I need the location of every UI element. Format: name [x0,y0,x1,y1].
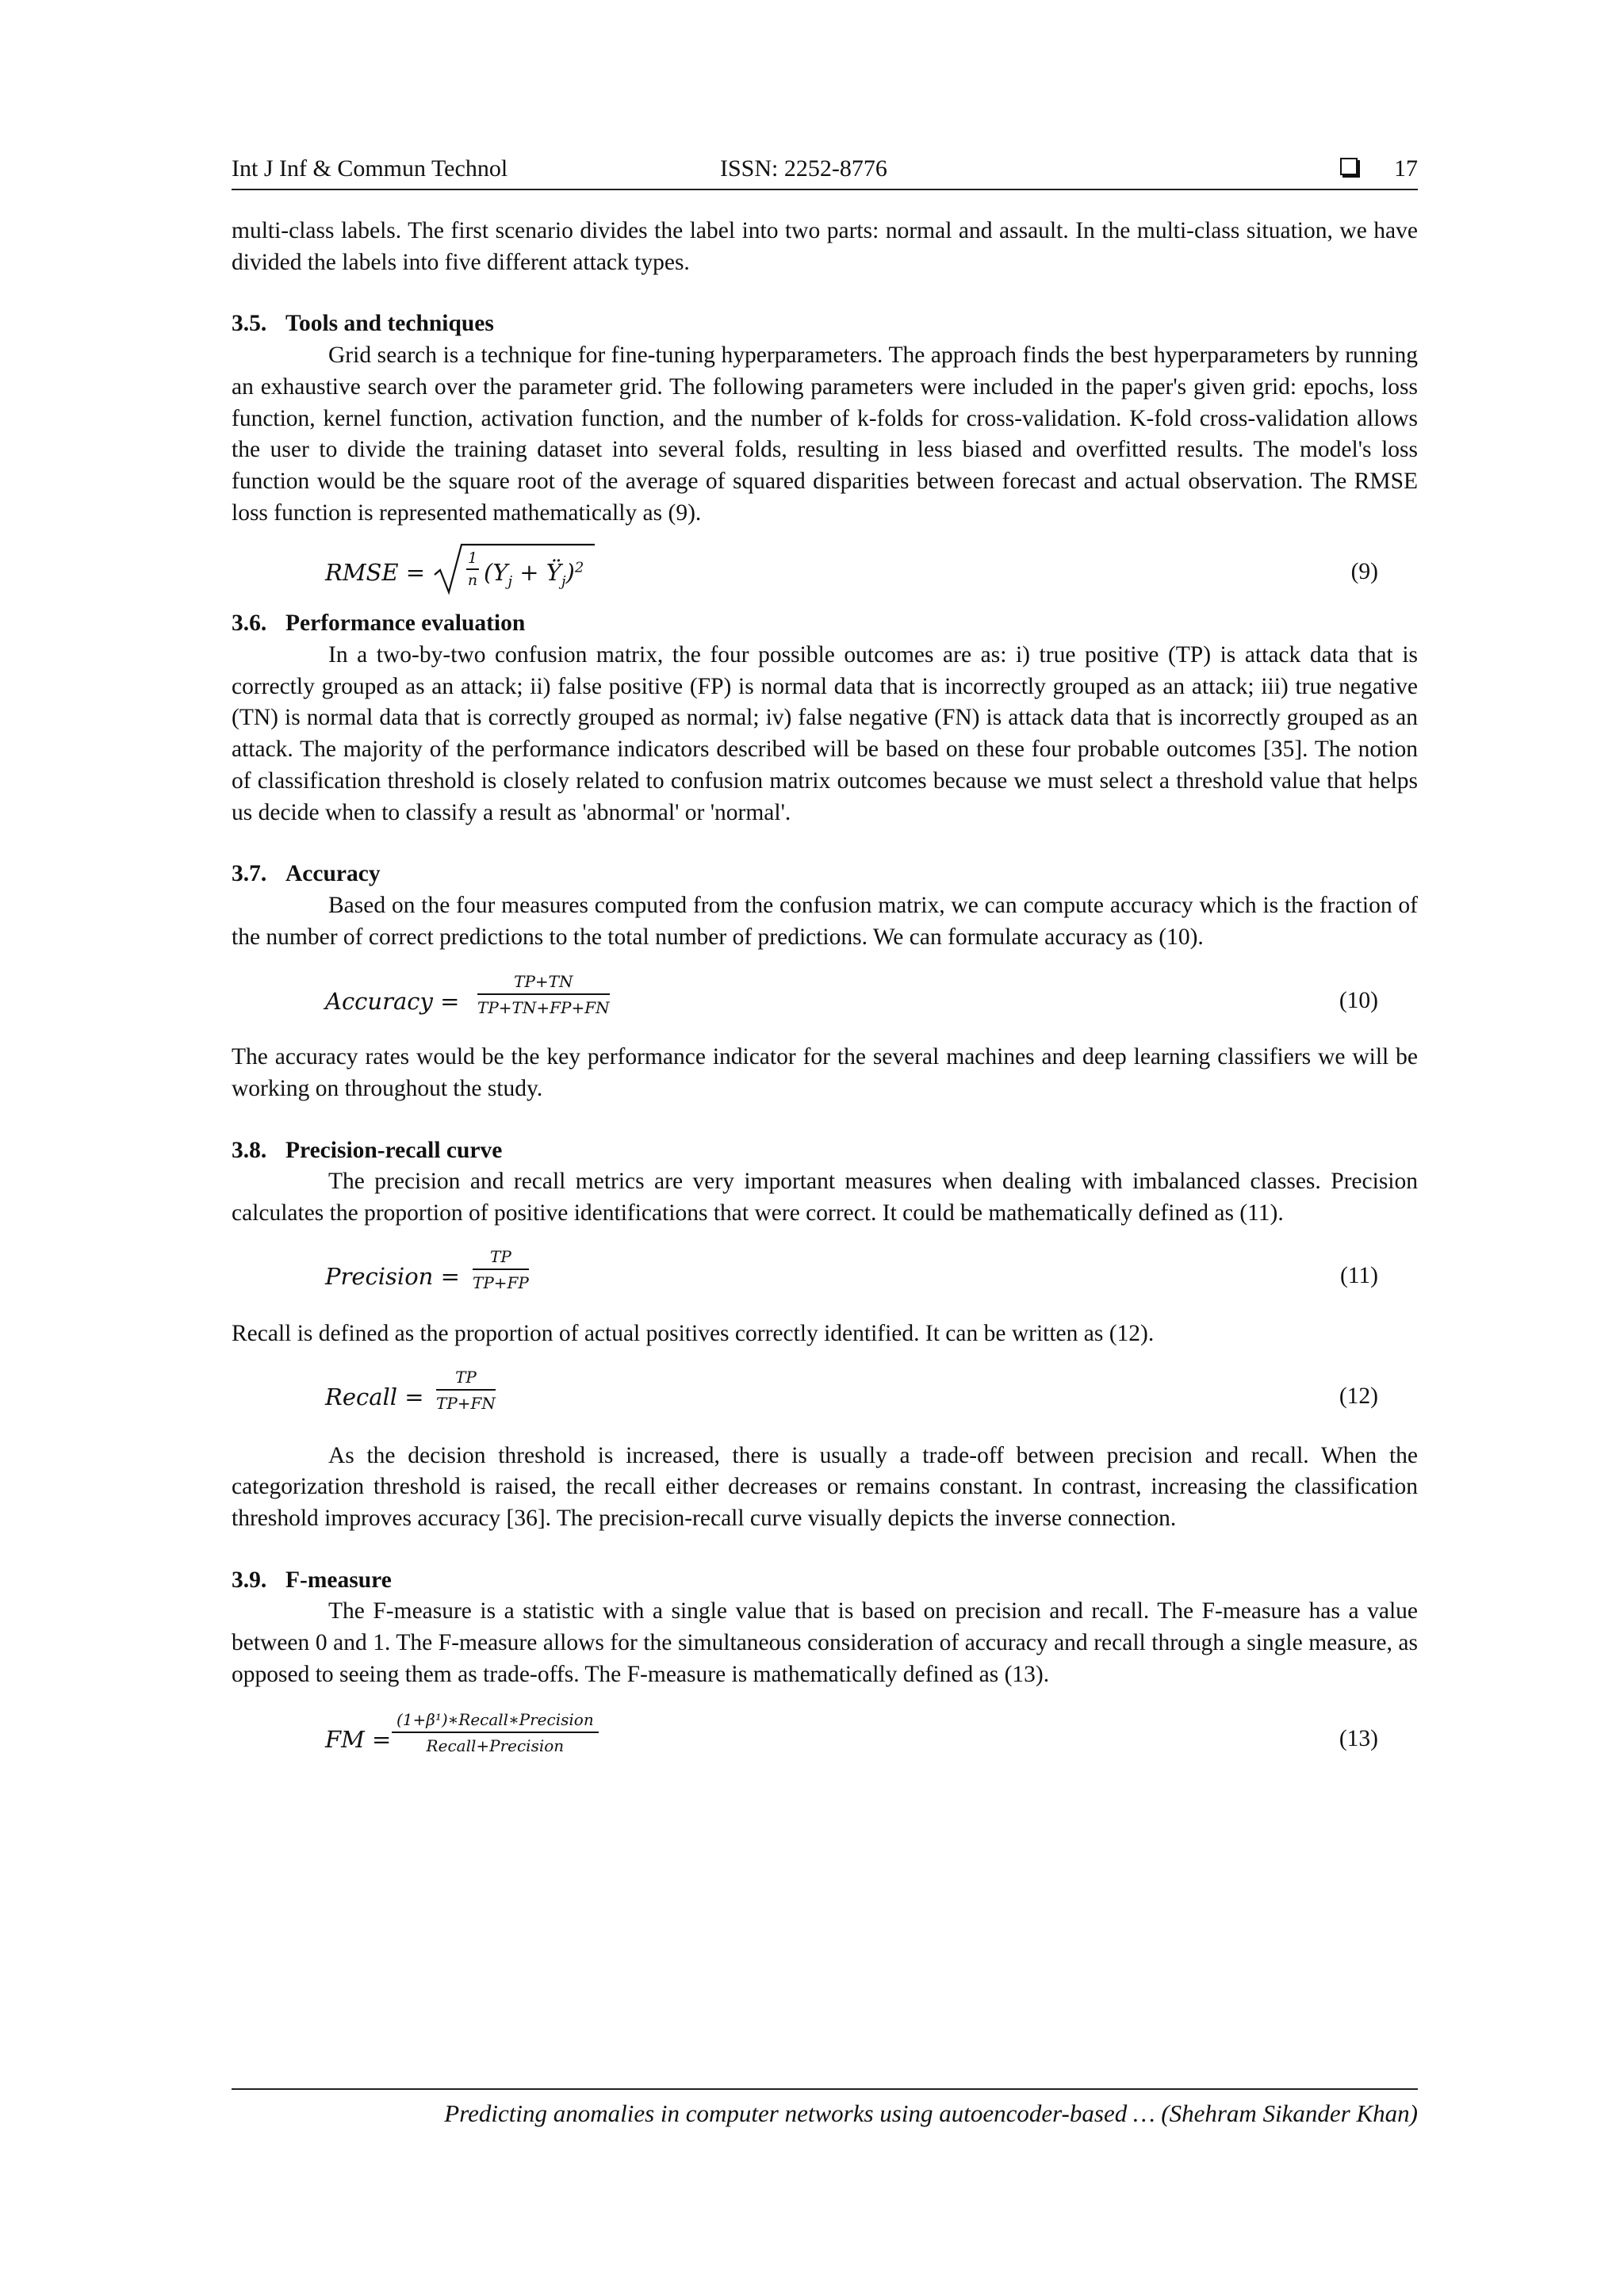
section-number: 3.5. [232,311,267,337]
equation-13 [232,1710,1418,1772]
fraction-denominator: TP+FN [436,1393,496,1413]
equation-fraction: $\frac{1}{n}$ [467,549,478,590]
equation-body: ($Y_j$ + $Ÿ_j)^2$ [484,559,584,591]
equation-lhs: Recall = [325,1383,424,1410]
equation-number: (12) [1339,1383,1378,1409]
section-heading-3-9 [232,1565,1418,1597]
paragraph: Grid search is a technique for fine-tuning hyperparameters. The approach finds the best hyperparameters by running an exhaustive search over the parameter grid. The following parameters were included in the paper's given grid: epochs, loss function, kernel function, activation function, and the number of k-folds for cross-validation. K-fold cross-validation allows the user to divide the training dataset into several folds, resulting in less biased and overfitted results. The model's loss function would be the square root of the average of squared disparities between forecast and actual observation. The RMSE loss function is represented mathematically as (9). [232,342,1418,526]
equation-lhs: Precision = [325,1262,460,1290]
section-heading-3-7 [232,859,1418,890]
issn: ISSN: 2252-8776 [720,155,887,182]
section-title: Tools and techniques [285,311,494,337]
paragraph: The accuracy rates would be the key performance indicator for the several machines and deep learning classifiers we will be working on throughout the study. [232,1044,1418,1102]
equation-lhs: RMSE = [325,559,426,587]
page-body [232,216,1418,1772]
equation-11 [232,1247,1418,1309]
paragraph: The precision and recall metrics are very important measures when dealing with imbalanced classes. Precision calculates the proportion of positive identifications that were correct. It could be mathematically defined as (11). [232,1169,1418,1226]
paragraph: Recall is defined as the proportion of actual positives correctly identified. It can be written as (12). [232,1320,1155,1346]
equation-fraction [392,1710,599,1755]
section-heading-3-6 [232,608,1418,640]
equation-fraction [436,1368,496,1413]
fraction-numerator: TP+TN [477,972,610,995]
running-title: Predicting anomalies in computer networks using autoencoder-based … (Shehram Sikander Khan) [444,2099,1418,2127]
fraction-numerator: TP [436,1368,496,1391]
paragraph: In a two-by-two confusion matrix, the four possible outcomes are as: i) true positive (TP) is attack data that is correctly grouped as an attack; ii) false positive (FP) is normal data that is incorrectly grouped as an attack; iii) true negative (TN) is normal data that is correctly grouped as normal; iv) false negative (FN) is attack data that is incorrectly grouped as an attack. The majority of the performance indicators described will be based on these four probable outcomes [35]. The notion of classification threshold is closely related to confusion matrix outcomes because we must select a threshold value that helps us decide when to classify a result as 'abnormal' or 'normal'. [232,642,1418,825]
intro-paragraph: multi-class labels. The first scenario divides the label into two parts: normal and assault. In the multi-class situation, we have divided the labels into five different attack types. [232,218,1418,275]
section-title: Accuracy [285,861,381,887]
section-number: 3.8. [232,1137,267,1163]
page-header [232,155,1418,190]
equation-fraction [477,972,610,1017]
equation-12 [232,1368,1418,1429]
fraction-denominator: TP+FP [473,1272,529,1292]
section-title: F-measure [285,1567,392,1593]
section-title: Performance evaluation [285,610,526,637]
equation-lhs: Accuracy = [325,988,460,1016]
equation-lhs: FM = [325,1725,392,1753]
paragraph: Based on the four measures computed from the confusion matrix, we can compute accuracy which is the fraction of the number of correct predictions to the total number of predictions. We can formulate accuracy as (10). [232,892,1418,950]
equation-10 [232,972,1418,1034]
equation-9 [232,546,1418,602]
fraction-numerator: TP [473,1247,529,1270]
section-heading-3-5 [232,308,1418,340]
page-number: 17 [1394,155,1418,182]
fraction-denominator: TP+TN+FP+FN [477,998,610,1018]
section-number: 3.6. [232,610,267,637]
section-number: 3.7. [232,861,267,887]
paragraph: The F-measure is a statistic with a single value that is based on precision and recall. The F-measure has a value between 0 and 1. The F-measure allows for the simultaneous consideration of accuracy and recall through a single measure, as opposed to seeing them as trade-offs. The F-measure is mathematically defined as (13). [232,1598,1418,1687]
fraction-denominator: Recall+Precision [426,1735,565,1755]
equation-fraction [473,1247,529,1292]
journal-name: Int J Inf & Commun Technol [232,155,508,182]
fraction-numerator: (1+β¹)∗Recall∗Precision [392,1710,599,1733]
equation-number: (11) [1339,1262,1378,1288]
equation-number: (10) [1339,988,1378,1014]
equation-number: (9) [1350,559,1378,585]
section-title: Precision-recall curve [285,1137,503,1163]
section-number: 3.9. [232,1567,267,1593]
paragraph: As the decision threshold is increased, there is usually a trade-off between precision and recall. When the categorization threshold is raised, the recall either decreases or remains constant. In contrast, increasing the classification threshold improves accuracy [36]. The precision-recall curve visually depicts the inverse connection. [232,1442,1418,1531]
page-footer [232,2088,1418,2128]
section-heading-3-8 [232,1135,1418,1167]
checkbox-square-icon [1340,158,1358,175]
equation-number: (13) [1339,1725,1378,1751]
